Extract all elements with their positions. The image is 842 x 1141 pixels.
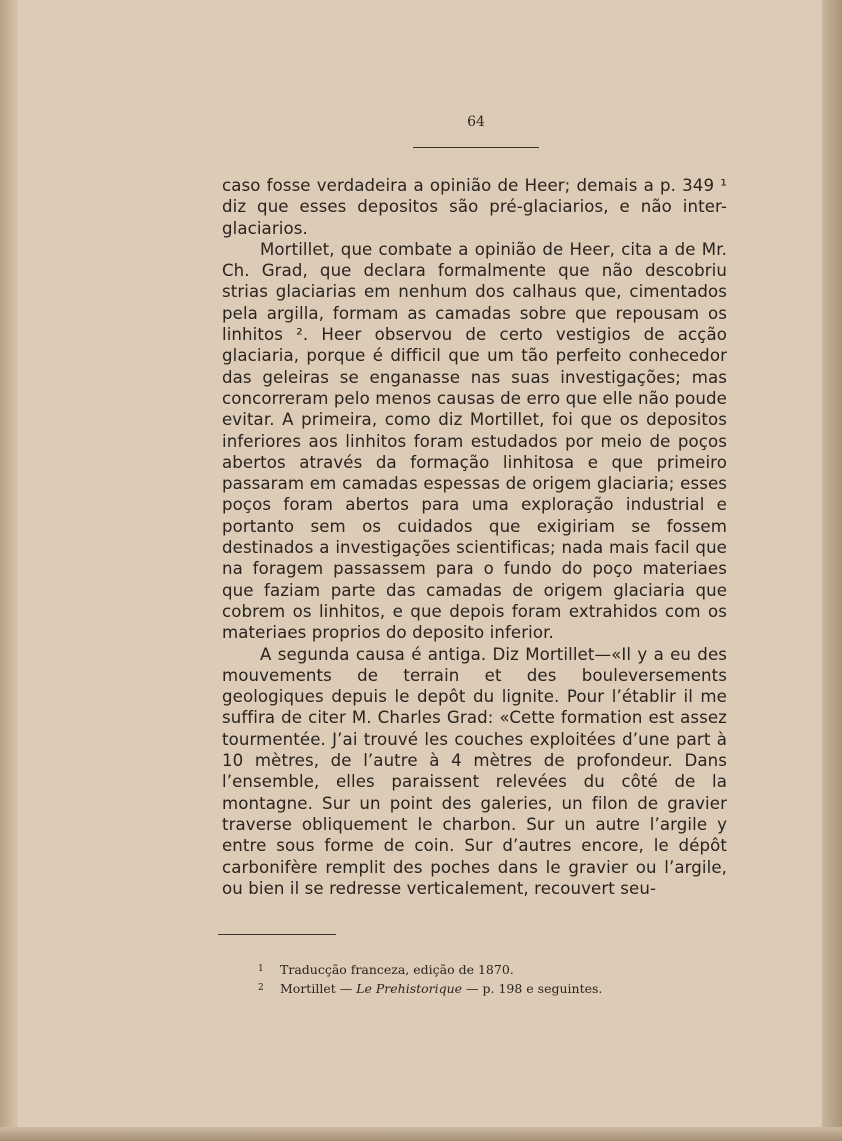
footnote-suffix: — p. 198 e seguintes. bbox=[462, 981, 603, 996]
header-rule bbox=[413, 147, 539, 148]
paragraph-2: Mortillet, que combate a opinião de Heer, cita a de Mr. Ch. Grad, que declara formalmente que não descobriu strias glaciarias em nenhum dos calhaus que, cimentados pela argilla, formam as camadas sobre que repousam os linhitos ². Heer observou de certo vestigios de acção glaciaria, porque é difficil que um tão perfeito conhecedor das geleiras se enganasse nas suas investigações; mas concorreram pelo menos causas de erro que elle não poude evitar. A primeira, como diz Mortillet, foi que os depositos inferiores aos linhitos foram estudados por meio de poços abertos através da formação linhitosa e que primeiro passaram em camadas espessas de origem glaciaria; esses poços foram abertos para uma exploração industrial e portanto sem os cuidados que exigiriam se fossem destinados a investigações scientificas; nada mais facil que na foragem passassem para o fundo do poço materiaes que faziam parte das camadas de origem glaciaria que cobrem os linhitos, e que depois foram extrahidos com os materiaes proprios do deposito inferior. bbox=[222, 239, 727, 643]
footnotes bbox=[258, 960, 678, 998]
footnote-prefix: Mortillet — bbox=[280, 981, 357, 996]
page-edge-left bbox=[0, 0, 18, 1141]
footnote-title: Le Prehistorique bbox=[356, 981, 463, 996]
footnote-mark: 2 bbox=[258, 983, 264, 993]
footnote-text: Traducção franceza, edição de 1870. bbox=[280, 962, 514, 977]
footnote-rule bbox=[218, 934, 336, 935]
paragraph-1: caso fosse verdadeira a opinião de Heer; demais a p. 349 ¹ diz que esses depositos são pré-glaciarios, e não inter-glaciarios. bbox=[222, 176, 727, 238]
body-text bbox=[222, 175, 727, 899]
page-edge-right bbox=[822, 0, 842, 1141]
footnote-1 bbox=[258, 960, 678, 979]
footnote-mark: 1 bbox=[258, 964, 264, 974]
page-edge-bottom bbox=[0, 1127, 842, 1141]
footnote-2 bbox=[258, 979, 678, 998]
page-number: 64 bbox=[467, 114, 485, 130]
paragraph-3: A segunda causa é antiga. Diz Mortillet—«Il y a eu des mouvements de terrain et des bouleversements geologiques depuis le depôt du lignite. Pour l’établir il me suffira de citer M. Charles Grad: «Cette formation est assez tourmentée. J’ai trouvé les couches exploitées d’une part à 10 mètres, de l’autre à 4 mètres de profondeur. Dans l’ensemble, elles paraissent relevées du côté de la montagne. Sur un point des galeries, un filon de gravier traverse obliquement le charbon. Sur un autre l’argile y entre sous forme de coin. Sur d’autres encore, le dépôt carbonifère remplit des poches dans le gravier ou l’argile, ou bien il se redresse verticalement, recouvert seu- bbox=[222, 644, 727, 898]
